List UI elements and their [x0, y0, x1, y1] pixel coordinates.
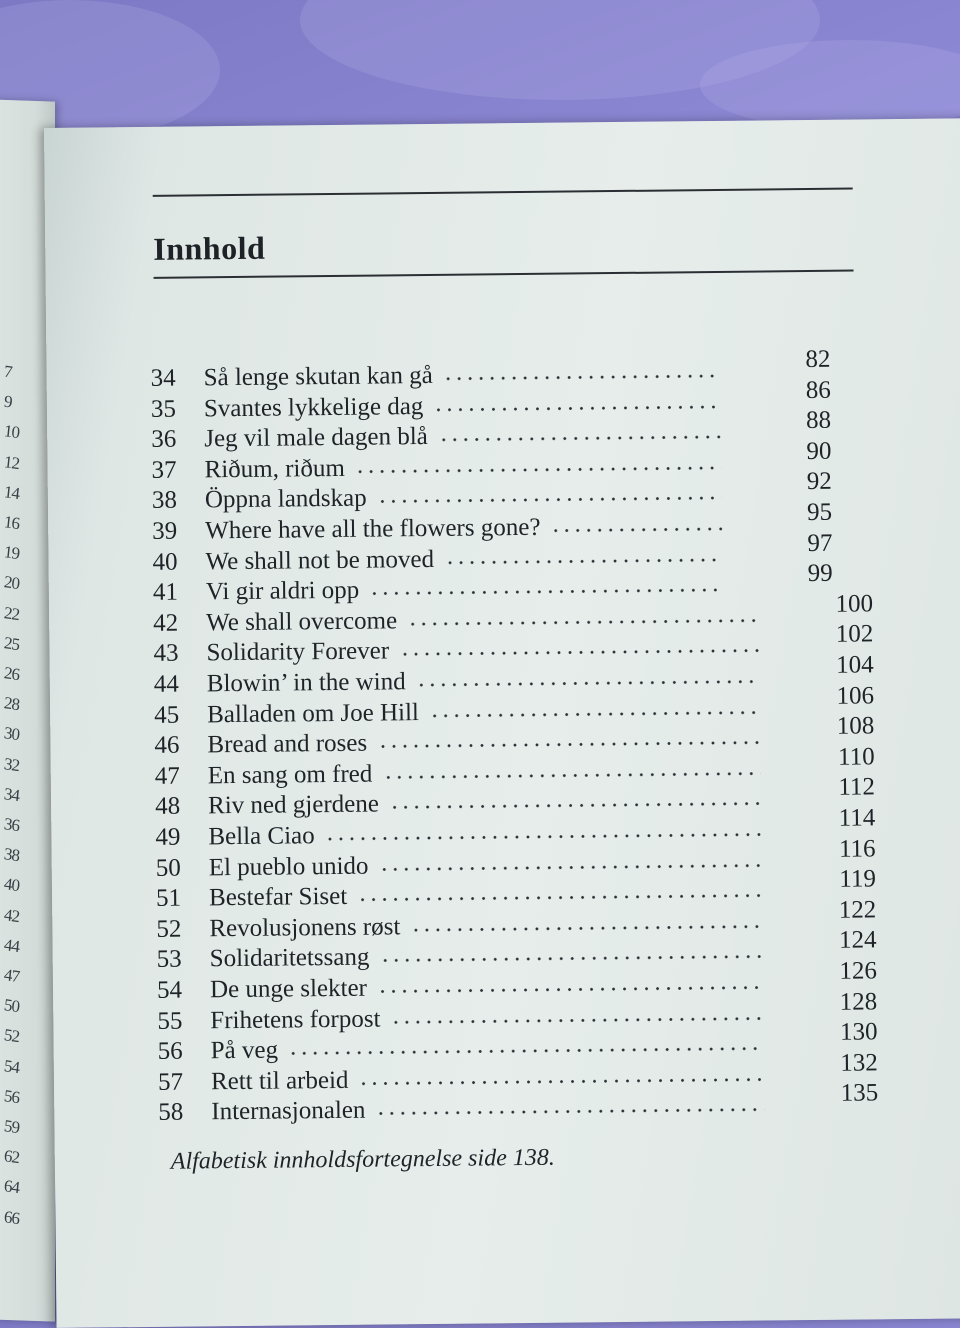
dot-leader [445, 556, 723, 567]
dot-leader [377, 739, 760, 751]
toc-entry-number: 37 [151, 456, 177, 484]
facing-page-number: 26 [3, 663, 21, 685]
toc-entry-page: 92 [806, 468, 832, 496]
toc-entry-page: 82 [805, 345, 831, 374]
toc-entry-page: 100 [835, 590, 874, 618]
dot-leader [324, 831, 761, 844]
toc-entry-page: 104 [836, 651, 874, 679]
toc-entry-title: En sang om fred [207, 760, 373, 790]
cloth-fold [700, 40, 960, 130]
toc-entry-page: 114 [838, 804, 876, 832]
toc-entry-number: 36 [151, 425, 177, 454]
toc-entry-page: 116 [838, 834, 876, 863]
right-page [44, 118, 960, 1328]
facing-page-number: 50 [3, 995, 21, 1017]
facing-page-number: 19 [3, 542, 21, 564]
dot-leader [369, 586, 723, 598]
facing-page-number: 25 [3, 632, 21, 654]
toc-entry-title: We shall overcome [206, 607, 398, 637]
toc-entry-number: 51 [155, 884, 182, 913]
toc-entry-page: 132 [840, 1049, 878, 1077]
footer-note: Alfabetisk innholdsfortegnelse side 138. [170, 1144, 555, 1175]
toc-entry-number: 40 [152, 548, 178, 576]
toc-entry-page: 112 [838, 773, 876, 802]
dot-leader [438, 433, 721, 444]
toc-entry-number: 46 [154, 731, 180, 760]
toc-entry-page: 99 [807, 559, 833, 588]
toc-entry-title: Solidarity Forever [206, 637, 390, 667]
toc-entry-number: 38 [151, 487, 178, 515]
toc-entry-title: We shall not be moved [205, 545, 435, 575]
facing-page-number: 7 [3, 361, 13, 382]
facing-page-number: 9 [3, 391, 13, 412]
facing-page-number: 36 [3, 814, 21, 836]
toc-entry-number: 45 [154, 701, 180, 729]
toc-entry-number: 48 [154, 793, 181, 821]
toc-entry-title: Riðum, riðum [204, 454, 346, 484]
dot-leader [443, 372, 721, 383]
toc-entry-page: 108 [836, 712, 875, 740]
top-rule [153, 188, 853, 197]
facing-page-number: 34 [3, 783, 21, 805]
toc-entry-page: 97 [807, 529, 833, 557]
toc-entry-number: 50 [155, 854, 181, 882]
toc-entry-number: 43 [153, 640, 179, 668]
dot-leader [429, 708, 760, 719]
toc-entry-title: Jeg vil male dagen blå [204, 423, 428, 453]
table-of-contents [150, 345, 880, 1127]
toc-entry-page: 102 [835, 620, 874, 649]
toc-entry-number: 57 [157, 1068, 184, 1096]
toc-entry-page: 119 [839, 865, 877, 893]
facing-page-number: 52 [3, 1025, 21, 1047]
dot-leader [375, 1106, 764, 1118]
dot-leader [380, 953, 763, 965]
toc-entry-page: 128 [839, 987, 878, 1016]
dot-leader [358, 1075, 764, 1087]
facing-page-number: 44 [3, 934, 21, 956]
toc-entry-number: 44 [153, 670, 179, 698]
dot-leader [355, 464, 722, 476]
toc-entry-page: 88 [805, 406, 832, 435]
facing-page-number: 38 [3, 844, 21, 866]
toc-entry-title: Internasjonalen [211, 1097, 366, 1126]
toc-entry-title: El pueblo unido [208, 852, 369, 881]
toc-entry-title: På veg [210, 1036, 279, 1065]
toc-entry-page: 86 [805, 376, 831, 404]
toc-entry-title: De unge slekter [209, 974, 368, 1004]
toc-entry-title: Where have all the flowers gone? [205, 513, 541, 545]
facing-page-number: 14 [3, 481, 21, 503]
toc-entry-page: 135 [840, 1079, 879, 1108]
facing-page-number: 12 [3, 451, 21, 473]
toc-entry-title: Svantes lykkelige dag [203, 392, 424, 422]
facing-page-number: 22 [3, 602, 21, 624]
facing-page-number: 59 [3, 1116, 21, 1138]
toc-entry-number: 41 [152, 578, 179, 607]
dot-leader [390, 1014, 763, 1026]
dot-leader [389, 800, 761, 812]
toc-entry-title: Solidaritetssang [209, 944, 370, 973]
dot-leader [288, 1045, 764, 1058]
toc-entry-title: Bread and roses [207, 729, 368, 759]
toc-entry-title: Riv ned gjerdene [207, 790, 380, 820]
toc-entry-title: Rett til arbeid [210, 1066, 349, 1096]
facing-page-number: 40 [3, 874, 21, 896]
facing-page-number: 54 [3, 1055, 21, 1077]
toc-entry-title: Blowin’ in the wind [206, 668, 406, 698]
dot-leader [410, 922, 762, 934]
toc-entry-page: 90 [806, 437, 832, 465]
toc-entry-title: Så lenge skutan kan gå [203, 361, 433, 392]
toc-entry-page: 122 [838, 896, 877, 924]
dot-leader [407, 616, 759, 628]
dot-leader [377, 494, 722, 506]
toc-entry-title: Bella Ciao [208, 822, 315, 851]
toc-entry-page: 110 [837, 743, 875, 771]
dot-leader [377, 984, 763, 996]
dot-leader [357, 892, 762, 904]
facing-page-number: 30 [3, 723, 21, 745]
facing-page-number: 16 [3, 512, 21, 534]
toc-entry-number: 47 [154, 762, 180, 790]
toc-entry-page: 95 [806, 498, 833, 527]
toc-entry-page: 124 [838, 926, 877, 955]
facing-page-number: 47 [3, 965, 21, 987]
toc-entry-number: 39 [152, 517, 178, 545]
dot-leader [383, 769, 761, 781]
facing-page-number: 56 [3, 1085, 21, 1107]
toc-entry-page: 126 [839, 957, 878, 985]
toc-entry-title: Vi gir aldri opp [205, 576, 360, 606]
toc-entry-number: 56 [157, 1037, 183, 1066]
toc-entry-number: 53 [156, 945, 182, 974]
heading-rule [154, 270, 854, 279]
toc-entry-number: 49 [155, 823, 181, 851]
toc-entry-number: 58 [158, 1098, 184, 1127]
facing-page-number: 42 [3, 904, 21, 926]
facing-page-number: 28 [3, 693, 21, 715]
toc-entry-title: Revolusjonens røst [209, 913, 401, 943]
dot-leader [379, 861, 762, 873]
toc-entry-number: 52 [156, 915, 182, 943]
facing-page-number: 66 [3, 1206, 21, 1228]
toc-entry-title: Balladen om Joe Hill [207, 698, 420, 728]
toc-entry-number: 34 [150, 364, 176, 392]
dot-leader [550, 525, 722, 535]
toc-entry-title: Öppna landskap [204, 485, 367, 514]
dot-leader [399, 647, 759, 659]
toc-entry-page: 130 [839, 1018, 878, 1046]
facing-page-number: 62 [3, 1146, 21, 1168]
toc-entry-number: 35 [150, 395, 177, 423]
facing-page-number: 32 [3, 753, 21, 775]
page-heading: Innhold [153, 229, 266, 267]
toc-entry-number: 55 [157, 1007, 183, 1035]
dot-leader [416, 678, 760, 690]
toc-entry-title: Bestefar Siset [208, 883, 348, 912]
toc-entry-number: 42 [153, 609, 179, 637]
facing-page-number: 64 [3, 1176, 21, 1198]
facing-page-number: 20 [3, 572, 21, 594]
toc-entry-title: Frihetens forpost [210, 1005, 381, 1034]
toc-entry-number: 54 [156, 976, 183, 1004]
toc-entry-page: 106 [836, 681, 875, 710]
dot-leader [433, 403, 721, 414]
facing-page-number: 10 [3, 421, 21, 443]
